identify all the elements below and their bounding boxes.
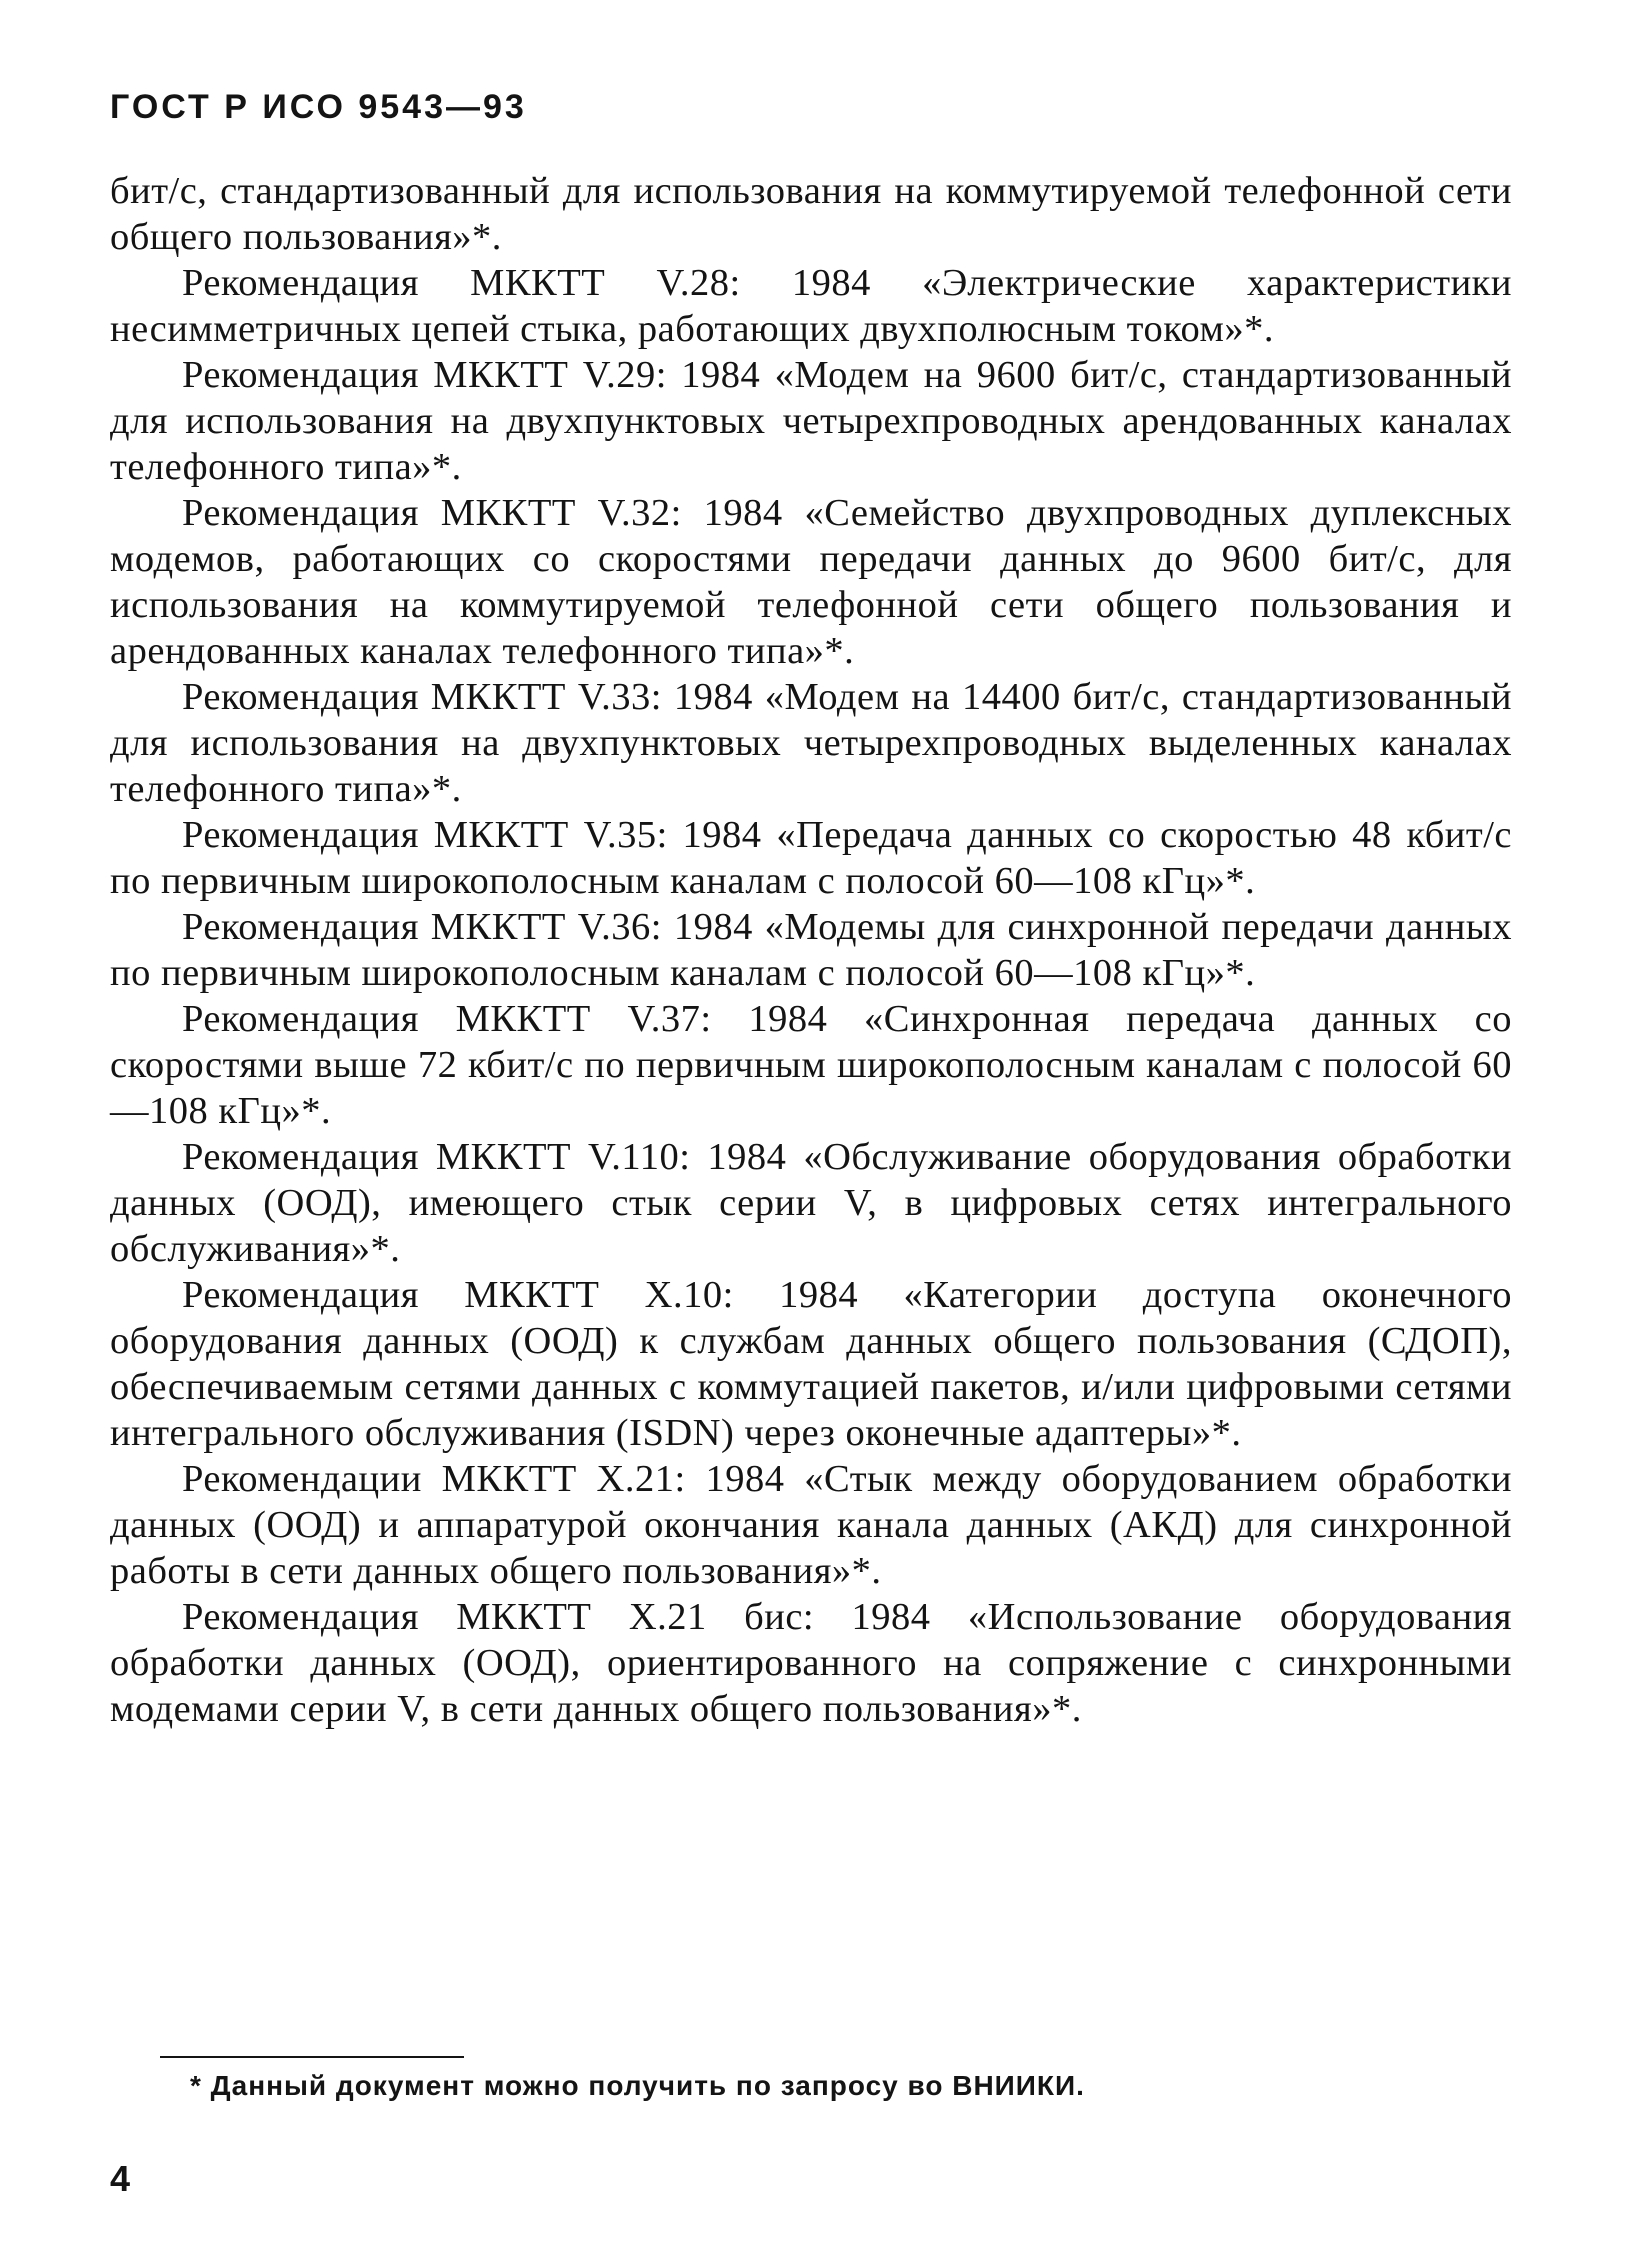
paragraph-continuation: бит/с, стандартизованный для использования на коммутируемой телефонной сети общего пользования»*. — [110, 170, 1512, 258]
footnote: * Данный документ можно получить по запросу во ВНИИКИ. — [190, 2070, 1085, 2101]
paragraph-x10: Рекомендация МККТТ X.10: 1984 «Категории доступа оконечного оборудования данных (ООД) к службам данных общего пользования (СДОП), обеспечиваемым сетями данных с коммутацией пакетов, и/или цифровыми сетями интегрального обслуживания (ISDN) через оконечные адаптеры»*. — [110, 1274, 1512, 1454]
page-number: 4 — [110, 2158, 131, 2199]
document-header: ГОСТ Р ИСО 9543—93 — [110, 88, 527, 126]
paragraph-v37: Рекомендация МККТТ V.37: 1984 «Синхронная передача данных со скоростями выше 72 кбит/с по первичным широкополосным каналам с полосой 60—108 кГц»*. — [110, 998, 1512, 1132]
paragraph-v33: Рекомендация МККТТ V.33: 1984 «Модем на 14400 бит/с, стандартизованный для использования на двухпунктовых четырехпроводных выделенных каналах телефонного типа»*. — [110, 676, 1512, 810]
paragraph-v35: Рекомендация МККТТ V.35: 1984 «Передача данных со скоростью 48 кбит/с по первичным широкополосным каналам с полосой 60—108 кГц»*. — [110, 814, 1512, 902]
paragraph-x21: Рекомендации МККТТ X.21: 1984 «Стык между оборудованием обработки данных (ООД) и аппаратурой окончания канала данных (АКД) для синхронной работы в сети данных общего пользования»*. — [110, 1458, 1512, 1592]
paragraph-v29: Рекомендация МККТТ V.29: 1984 «Модем на 9600 бит/с, стандартизованный для использования на двухпунктовых четырехпроводных арендованных каналах телефонного типа»*. — [110, 354, 1512, 488]
footnote-divider — [160, 2056, 464, 2058]
paragraph-v32: Рекомендация МККТТ V.32: 1984 «Семейство двухпроводных дуплексных модемов, работающих со скоростями передачи данных до 9600 бит/с, для использования на коммутируемой телефонной сети общего пользования и арендованных каналах телефонного типа»*. — [110, 492, 1512, 672]
paragraph-v36: Рекомендация МККТТ V.36: 1984 «Модемы для синхронной передачи данных по первичным широкополосным каналам с полосой 60—108 кГц»*. — [110, 906, 1512, 994]
paragraph-x21-bis: Рекомендация МККТТ X.21 бис: 1984 «Использование оборудования обработки данных (ООД), ориентированного на сопряжение с синхронными модемами серии V, в сети данных общего пользования»*. — [110, 1596, 1512, 1730]
paragraph-v28: Рекомендация МККТТ V.28: 1984 «Электрические характеристики несимметричных цепей стыка, работающих двухполюсным током»*. — [110, 262, 1512, 350]
paragraph-v110: Рекомендация МККТТ V.110: 1984 «Обслуживание оборудования обработки данных (ООД), имеющего стык серии V, в цифровых сетях интегрального обслуживания»*. — [110, 1136, 1512, 1270]
document-body — [110, 168, 1512, 1732]
